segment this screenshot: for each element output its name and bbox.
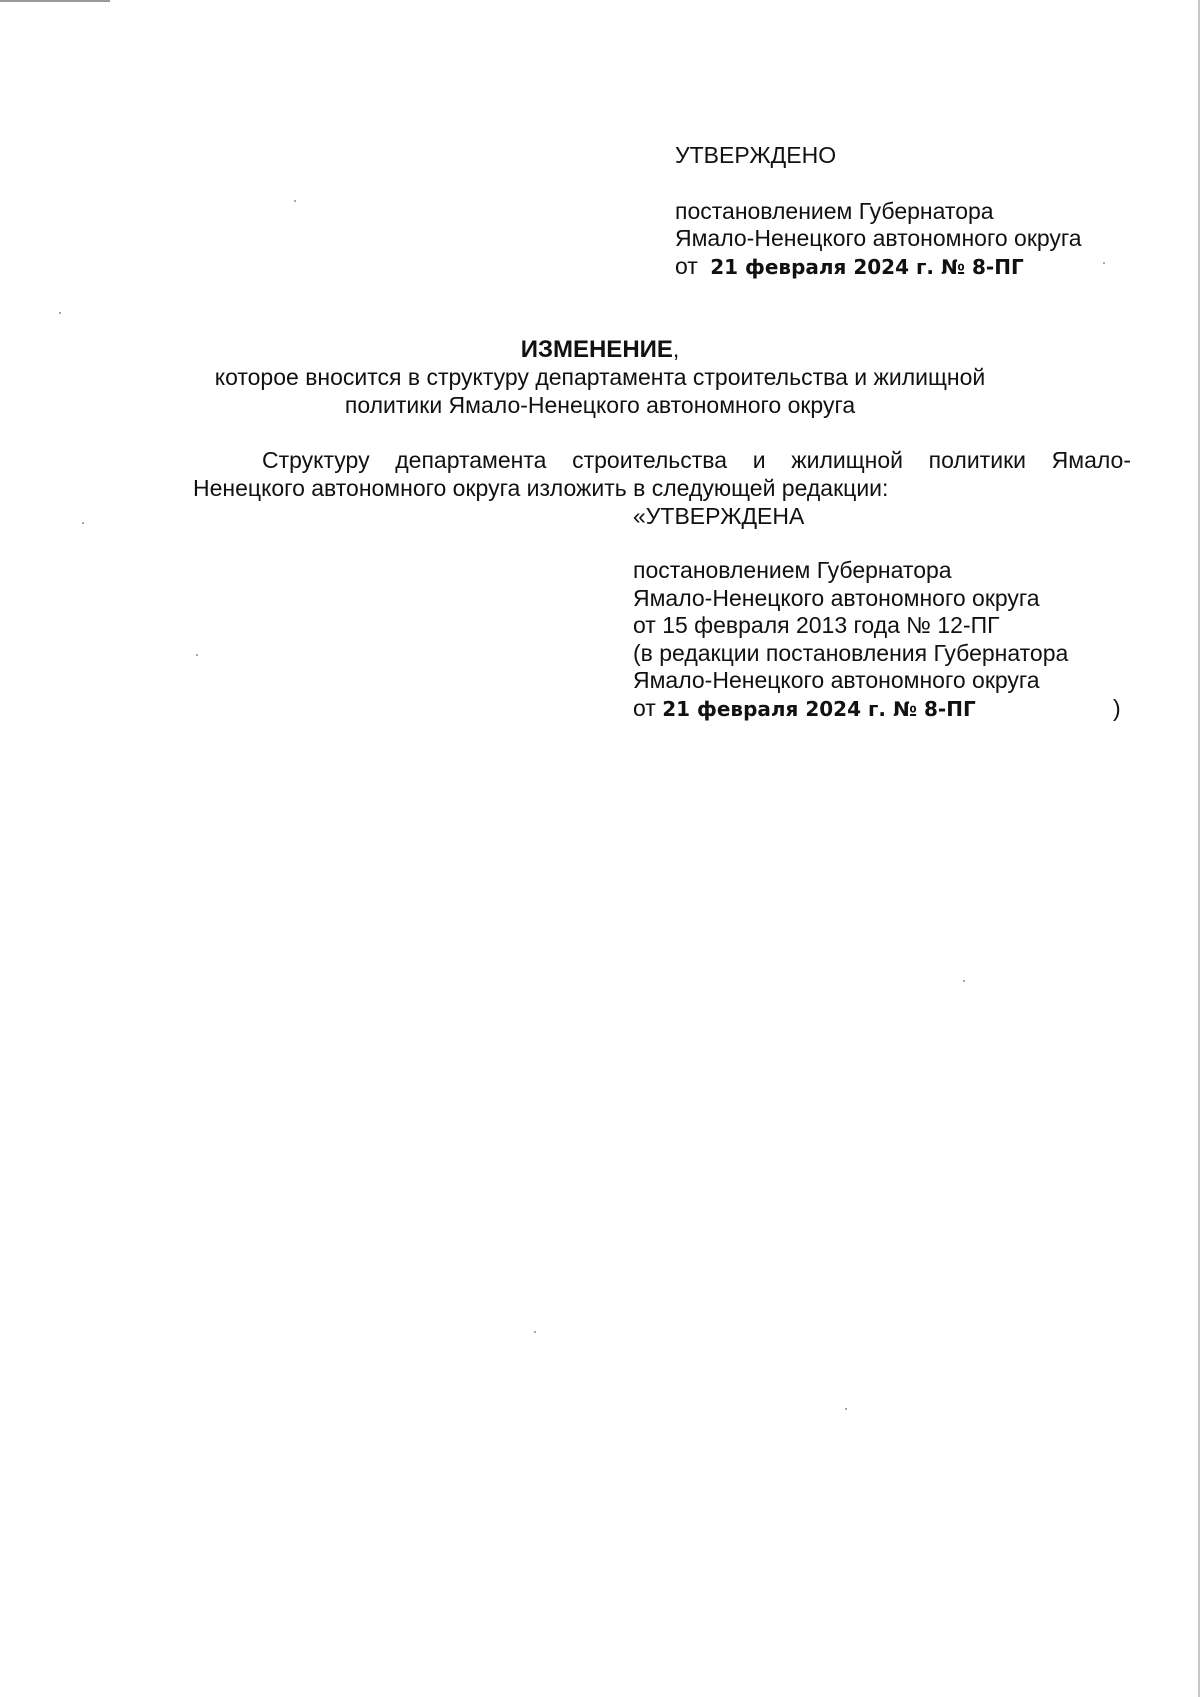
approval-date-prefix: от	[675, 253, 705, 279]
quoted-approval-line-5: Ямало-Ненецкого автономного округа	[633, 667, 1040, 693]
scan-speck	[534, 1331, 536, 1333]
scan-edge-top	[0, 0, 110, 2]
approval-date	[675, 252, 1024, 281]
approval-line-1: постановлением Губернатора	[675, 198, 994, 224]
heading-title-suffix: ,	[672, 336, 680, 362]
scan-speck	[845, 1408, 847, 1410]
scan-speck	[294, 200, 296, 202]
body-line-2: Ненецкого автономного округа изложить в следующей редакции:	[193, 475, 889, 501]
quoted-approval-line-1: постановлением Губернатора	[633, 557, 952, 583]
quoted-approval-line-4: (в редакции постановления Губернатора	[633, 640, 1069, 666]
quoted-approval-line-2: Ямало-Ненецкого автономного округа	[633, 585, 1040, 611]
approval-title: УТВЕРЖДЕНО	[675, 142, 837, 168]
scan-speck	[963, 980, 965, 982]
heading-title	[0, 335, 1200, 364]
quoted-approval-closing-paren: )	[1113, 695, 1121, 721]
approval-date-value: 21 февраля 2024 г. № 8-ПГ	[710, 255, 1024, 279]
approval-line-2: Ямало-Ненецкого автономного округа	[675, 225, 1082, 251]
heading-subtitle-line-2: политики Ямало-Ненецкого автономного округа	[344, 392, 856, 418]
heading-subtitle-line-1: которое вносится в структуру департамента строительства и жилищной	[214, 364, 986, 390]
quoted-approval-date-value: 21 февраля 2024 г. № 8-ПГ	[662, 697, 976, 721]
quoted-approval-title: «УТВЕРЖДЕНА	[633, 503, 805, 529]
scan-speck	[196, 654, 198, 656]
quoted-approval-line-3: от 15 февраля 2013 года № 12-ПГ	[633, 612, 1000, 638]
quoted-approval-date	[633, 694, 976, 723]
heading-title-text: ИЗМЕНЕНИЕ	[520, 336, 673, 363]
body-line-1: Структуру департамента строительства и жилищной политики Ямало-	[262, 447, 1131, 473]
quoted-approval-date-prefix: от	[633, 695, 663, 721]
scan-speck	[59, 312, 61, 314]
scan-speck	[1103, 262, 1105, 264]
scan-speck	[82, 522, 84, 524]
